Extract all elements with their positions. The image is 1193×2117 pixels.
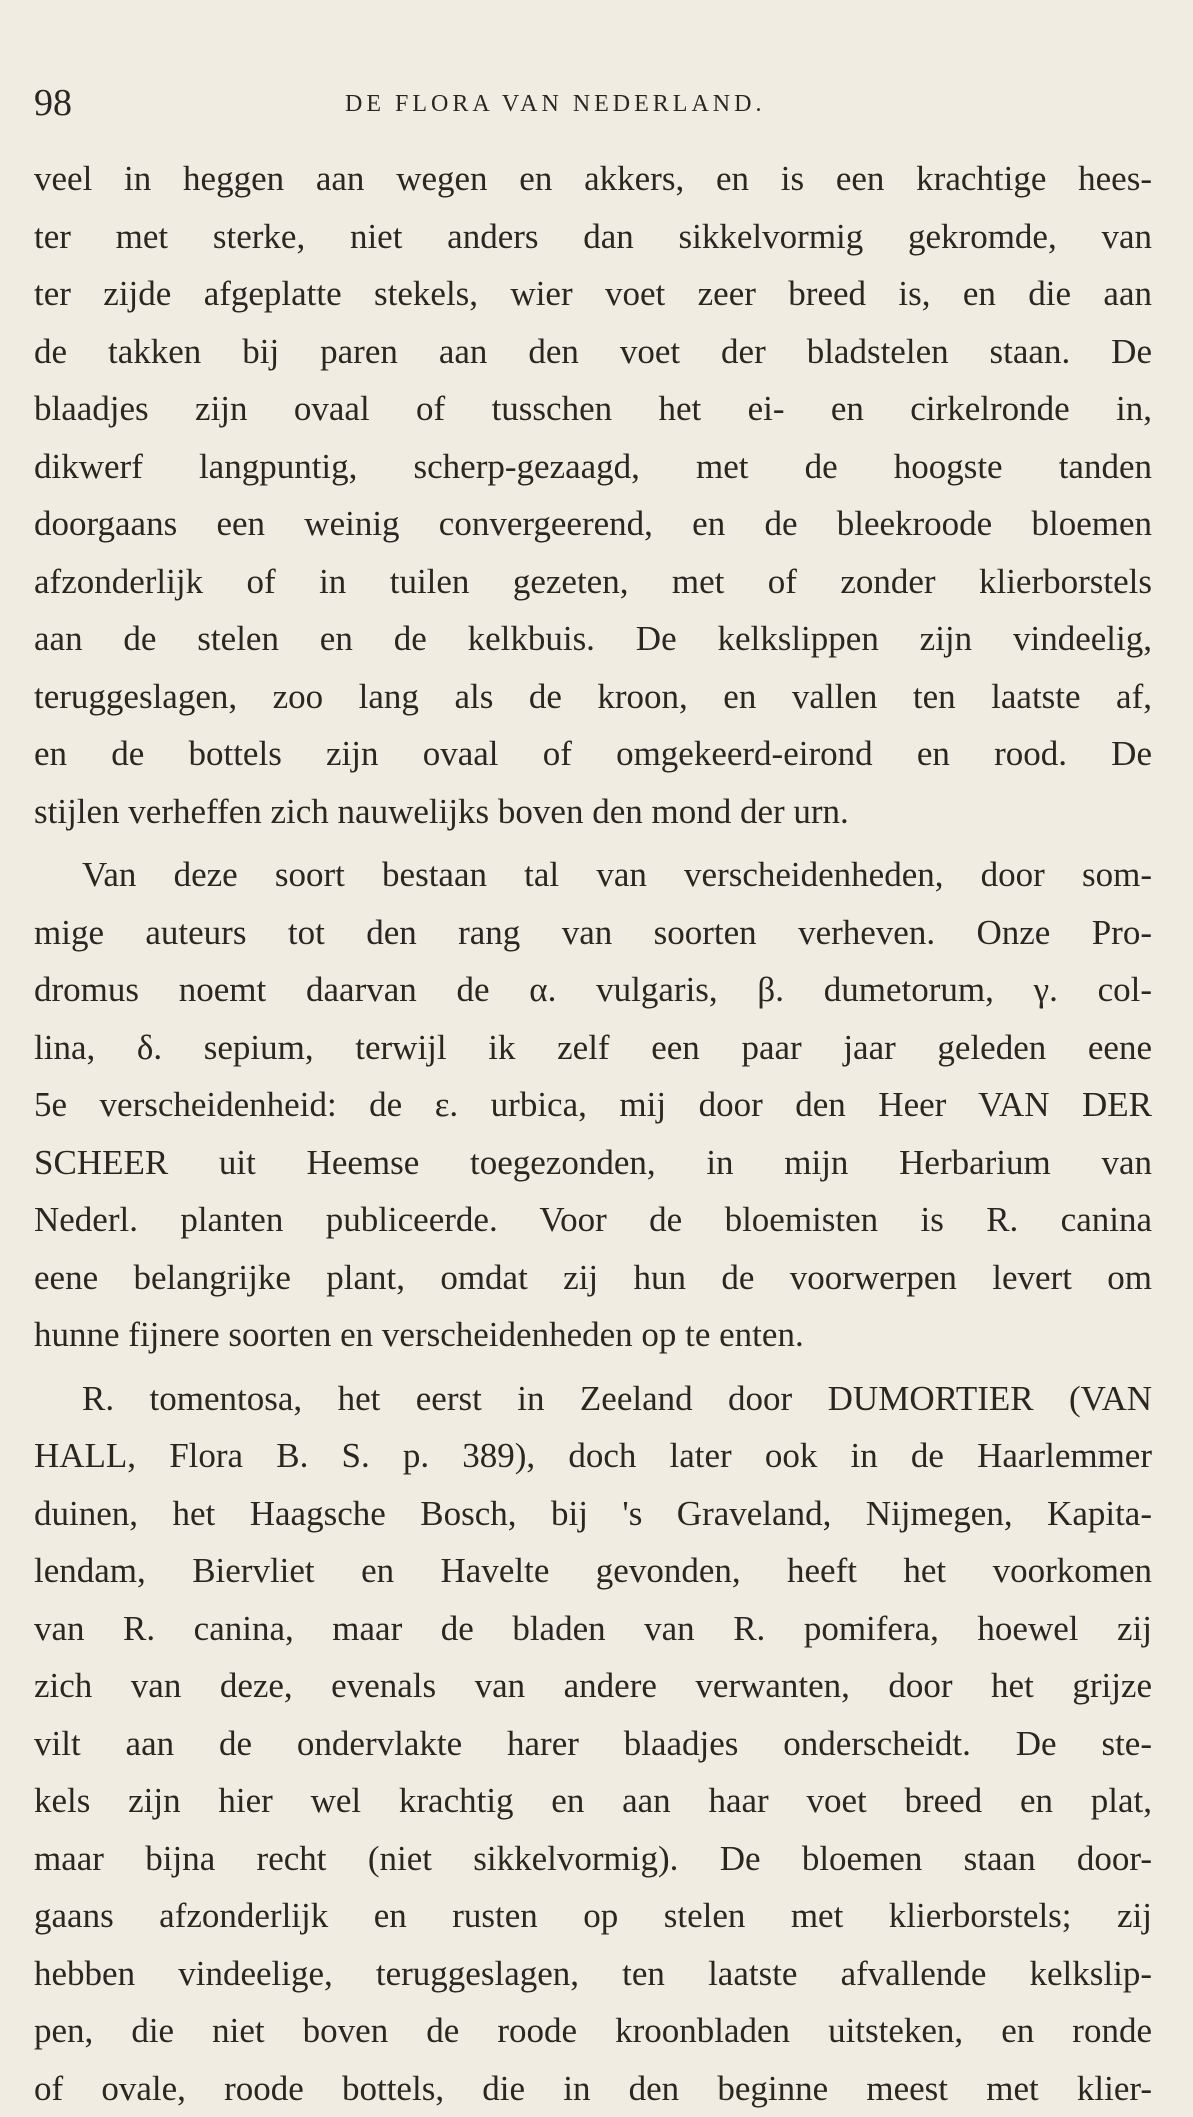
text-line: hebben vindeelige, teruggeslagen, ten laatste afvallende kelkslip- bbox=[34, 1945, 1152, 2003]
paragraph bbox=[34, 150, 1152, 840]
text-line: stijlen verheffen zich nauwelijks boven den mond der urn. bbox=[34, 783, 1152, 841]
text-line: lina, δ. sepium, terwijl ik zelf een paar jaar geleden eene bbox=[34, 1019, 1152, 1077]
text-line: ter met sterke, niet anders dan sikkelvormig gekromde, van bbox=[34, 208, 1152, 266]
text-line: eene belangrijke plant, omdat zij hun de voorwerpen levert om bbox=[34, 1249, 1152, 1307]
text-line: veel in heggen aan wegen en akkers, en is een krachtige hees- bbox=[34, 150, 1152, 208]
text-line: mige auteurs tot den rang van soorten verheven. Onze Pro- bbox=[34, 904, 1152, 962]
text-line: teruggeslagen, zoo lang als de kroon, en vallen ten laatste af, bbox=[34, 668, 1152, 726]
text-line: dikwerf langpuntig, scherp-gezaagd, met de hoogste tanden bbox=[34, 438, 1152, 496]
text-line: gaans afzonderlijk en rusten op stelen met klierborstels; zij bbox=[34, 1887, 1152, 1945]
text-line: 5e verscheidenheid: de ε. urbica, mij door den Heer VAN DER bbox=[34, 1076, 1152, 1134]
text-line: vilt aan de ondervlakte harer blaadjes onderscheidt. De ste- bbox=[34, 1715, 1152, 1773]
text-line: kels zijn hier wel krachtig en aan haar voet breed en plat, bbox=[34, 1772, 1152, 1830]
text-line: Nederl. planten publiceerde. Voor de bloemisten is R. canina bbox=[34, 1191, 1152, 1249]
body-text bbox=[34, 150, 1152, 2117]
running-head bbox=[0, 78, 1193, 128]
text-line: hunne fijnere soorten en verscheidenheden op te enten. bbox=[34, 1306, 1152, 1364]
paragraph bbox=[34, 1370, 1152, 2117]
text-line: duinen, het Haagsche Bosch, bij 's Graveland, Nijmegen, Kapita- bbox=[34, 1485, 1152, 1543]
text-line: doorgaans een weinig convergeerend, en de bleekroode bloemen bbox=[34, 495, 1152, 553]
running-title: DE FLORA VAN NEDERLAND. bbox=[345, 84, 765, 124]
text-line: lendam, Biervliet en Havelte gevonden, heeft het voorkomen bbox=[34, 1542, 1152, 1600]
text-line: Van deze soort bestaan tal van verscheidenheden, door som- bbox=[34, 846, 1152, 904]
text-line: van R. canina, maar de bladen van R. pomifera, hoewel zij bbox=[34, 1600, 1152, 1658]
text-line: R. tomentosa, het eerst in Zeeland door DUMORTIER (VAN bbox=[34, 1370, 1152, 1428]
page-number: 98 bbox=[34, 78, 72, 128]
text-line: SCHEER uit Heemse toegezonden, in mijn Herbarium van bbox=[34, 1134, 1152, 1192]
text-line: maar bijna recht (niet sikkelvormig). De bloemen staan door- bbox=[34, 1830, 1152, 1888]
text-line: de takken bij paren aan den voet der bladstelen staan. De bbox=[34, 323, 1152, 381]
text-line: zich van deze, evenals van andere verwanten, door het grijze bbox=[34, 1657, 1152, 1715]
text-line: pen, die niet boven de roode kroonbladen uitsteken, en ronde bbox=[34, 2002, 1152, 2060]
text-line: aan de stelen en de kelkbuis. De kelkslippen zijn vindeelig, bbox=[34, 610, 1152, 668]
text-line: en de bottels zijn ovaal of omgekeerd-eirond en rood. De bbox=[34, 725, 1152, 783]
text-line: of ovale, roode bottels, die in den beginne meest met klier- bbox=[34, 2060, 1152, 2117]
text-line: ter zijde afgeplatte stekels, wier voet zeer breed is, en die aan bbox=[34, 265, 1152, 323]
text-line: dromus noemt daarvan de α. vulgaris, β. dumetorum, γ. col- bbox=[34, 961, 1152, 1019]
text-line: afzonderlijk of in tuilen gezeten, met of zonder klierborstels bbox=[34, 553, 1152, 611]
text-line: blaadjes zijn ovaal of tusschen het ei- en cirkelronde in, bbox=[34, 380, 1152, 438]
text-line: HALL, Flora B. S. p. 389), doch later ook in de Haarlemmer bbox=[34, 1427, 1152, 1485]
paragraph bbox=[34, 846, 1152, 1364]
